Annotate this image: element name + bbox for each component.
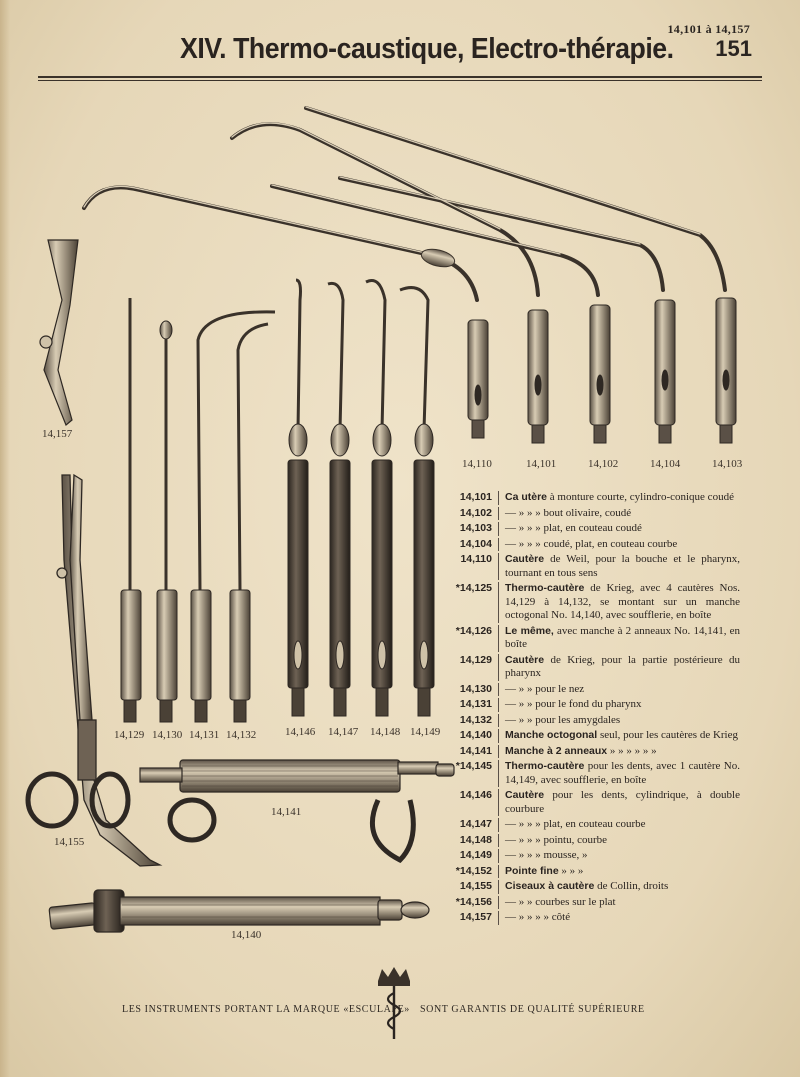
catalog-row: [440, 714, 740, 728]
catalog-row: [440, 522, 740, 536]
item-number: 14,103: [459, 522, 492, 534]
figure-label-14157: 14,157: [42, 428, 73, 440]
catalog-row: [440, 582, 740, 623]
item-number: *14,126: [455, 624, 492, 637]
footer-text-left: LES INSTRUMENTS PORTANT LA MARQUE «ESCULAPE»: [122, 1004, 410, 1015]
item-number: 14,102: [459, 506, 492, 519]
item-description: Le même, avec manche à 2 anneaux No. 14,141, en boîte: [498, 625, 740, 652]
esculape-crown-logo: [372, 965, 416, 1040]
figure-label-14146: 14,146: [285, 726, 316, 738]
item-number: 14,146: [459, 789, 492, 801]
item-number: 14,140: [459, 729, 492, 741]
item-number: 14,157: [459, 911, 492, 923]
catalog-row: [440, 896, 740, 910]
item-number: 14,104: [459, 537, 492, 550]
catalog-row: [440, 834, 740, 848]
item-description: — » » » plat, en couteau coudé: [498, 522, 740, 536]
item-description: Cautère pour les dents, cylindrique, à double courbure: [498, 789, 740, 816]
figure-label-14148: 14,148: [370, 726, 401, 738]
item-description: — » » pour le fond du pharynx: [498, 698, 740, 712]
item-description: — » » courbes sur le plat: [498, 896, 740, 910]
catalog-row: [440, 849, 740, 863]
item-number: 14,148: [459, 833, 492, 846]
item-description: Cautère de Weil, pour la bouche et le pharynx, tournant en tous sens: [498, 553, 740, 580]
figure-label-14103: 14,103: [712, 458, 743, 470]
item-number: 14,147: [459, 818, 492, 830]
catalog-row: [440, 538, 740, 552]
catalog-row: [440, 654, 740, 681]
item-number: *14,156: [455, 895, 492, 908]
item-number: *14,152: [455, 864, 492, 877]
item-number: 14,129: [459, 653, 492, 666]
footer-text-right: SONT GARANTIS DE QUALITÉ SUPÉRIEURE: [420, 1004, 645, 1015]
catalog-row: [440, 789, 740, 816]
figure-label-14155: 14,155: [54, 836, 85, 848]
figure-label-14141: 14,141: [271, 806, 302, 818]
catalog-row: [440, 729, 740, 743]
item-description: Thermo-cautère pour les dents, avec 1 cautère No. 14,149, avec soufflerie, en boîte: [498, 760, 740, 787]
item-description: — » » » pointu, courbe: [498, 834, 740, 848]
catalog-row: [440, 683, 740, 697]
catalog-row: [440, 911, 740, 925]
page-number: 151: [715, 36, 752, 61]
item-description: — » » » mousse, »: [498, 849, 740, 863]
figure-label-14130: 14,130: [152, 729, 183, 741]
item-number: 14,155: [459, 880, 492, 892]
page-title: XIV. Thermo-caustique, Electro-thérapie.: [180, 33, 674, 65]
item-description: Manche octogonal seul, pour les cautères de Krieg: [498, 729, 740, 743]
figure-label-14131: 14,131: [189, 729, 220, 741]
item-number: 14,131: [459, 698, 492, 710]
item-description: — » » pour le nez: [498, 683, 740, 697]
item-number: *14,125: [455, 582, 492, 594]
item-number: 14,149: [459, 849, 492, 861]
catalog-list: [440, 491, 740, 927]
catalog-row: [440, 760, 740, 787]
figure-label-14129: 14,129: [114, 729, 145, 741]
catalog-row: [440, 865, 740, 879]
catalog-row: [440, 818, 740, 832]
figure-label-14149: 14,149: [410, 726, 441, 738]
item-number: 14,130: [459, 682, 492, 695]
item-description: Thermo-cautère de Krieg, avec 4 cautères Nos. 14,129 à 14,132, se montant sur un manche octogonal No. 14,140, avec soufflerie, en boîte: [498, 582, 740, 623]
catalog-row: [440, 880, 740, 894]
item-number: 14,110: [460, 553, 492, 565]
catalog-row: [440, 625, 740, 652]
item-description: Ciseaux à cautère de Collin, droits: [498, 880, 740, 894]
item-description: — » » » plat, en couteau courbe: [498, 818, 740, 832]
item-description: — » » » bout olivaire, coudé: [498, 507, 740, 521]
item-description: — » » » » côté: [498, 911, 740, 925]
long-cautery-rods: [84, 108, 725, 300]
figure-label-14132: 14,132: [226, 729, 257, 741]
dental-cauteries: [288, 280, 434, 716]
catalog-row: [440, 507, 740, 521]
figure-label-14147: 14,147: [328, 726, 359, 738]
octagonal-handle-14140: [49, 890, 429, 932]
figure-label-14102: 14,102: [588, 458, 619, 470]
item-description: Pointe fine » » »: [498, 865, 740, 879]
figure-label-14104: 14,104: [650, 458, 681, 470]
catalog-row: [440, 553, 740, 580]
curved-scissors-14157: [40, 240, 78, 425]
catalog-row: [440, 491, 740, 505]
item-description: — » » » coudé, plat, en couteau courbe: [498, 538, 740, 552]
item-number: 14,141: [459, 744, 492, 757]
figure-label-14110: 14,110: [462, 458, 492, 470]
item-number: 14,101: [459, 491, 492, 503]
figure-label-14101: 14,101: [526, 458, 557, 470]
long-rod-handles: [468, 298, 736, 443]
item-description: Manche à 2 anneaux » » » » » »: [498, 745, 740, 759]
item-description: — » » pour les amygdales: [498, 714, 740, 728]
page-range: 14,101 à 14,157: [667, 22, 750, 36]
item-description: Cautère de Krieg, pour la partie postérieure du pharynx: [498, 654, 740, 681]
krieg-cauteries: [121, 298, 275, 722]
catalog-row: [440, 745, 740, 759]
item-description: Ca utère à monture courte, cylindro-conique coudé: [498, 491, 740, 505]
figure-label-14140: 14,140: [231, 929, 262, 941]
item-number: 14,132: [459, 713, 492, 726]
catalog-row: [440, 698, 740, 712]
item-number: *14,145: [455, 760, 492, 772]
